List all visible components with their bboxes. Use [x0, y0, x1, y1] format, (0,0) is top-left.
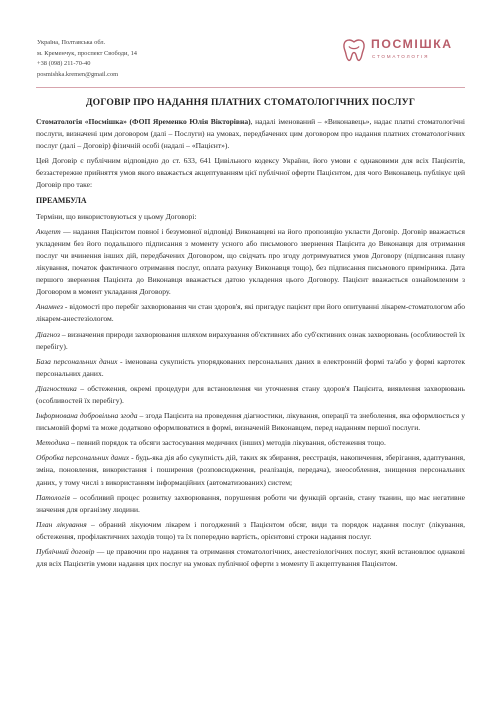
header-contacts — [37, 38, 137, 80]
definition-term: База персональних даних — [36, 356, 118, 366]
definition-term: Методика — [36, 438, 70, 448]
header-divider — [36, 87, 465, 88]
definition-text: - іменована сукупність упорядкованих персональних даних в електронній формі та/або у формі картотек персональних даних. — [36, 356, 465, 378]
intro-text: , надалі іменований – «Виконавець», надає платні стоматологічні послуги, визначені цим договором (далі – Послуги) на умовах, передбачених цим договором про надання платних стоматологічних послуг (далі – Договір) фізичній особі (надалі – «Пацієнт»). — [36, 117, 465, 151]
definition-text: — надання Пацієнтом повної і безумовної відповіді Виконавцеві на його пропозицію укласти Договір. Договір вважається укладеним без його подальшого підписання з моменту усного або письмового звернення Пацієнта до Виконавця для отримання послуг чи вчинення інших дій, передбачених Договором, що свідчать про згоду дотримуватися умов Договору (підписання плану лікування, початок фактичного отримання послуг, оплата рахунку Виконавця тощо), без підписання письмового примірника. Дата першого звернення Пацієнта до Виконавця вважається датою укладення цього Договору. Пацієнт вважається ознайомленим з Договором в момент укладання Договору. — [36, 226, 465, 297]
preamble-heading: ПРЕАМБУЛА — [36, 195, 87, 205]
contact-phone: +38 (098) 211-70-40 — [37, 60, 91, 68]
definition-term: Публічний договір — [36, 547, 95, 556]
definition-term: Інформована добровільна згода — [36, 411, 138, 421]
definition-text: - будь-яка дія або сукупність дій, таких як збирання, реєстрація, накопичення, зберігання, адаптування, зміна, поновлення, використання і поширення (розповсюдження, реалізація, передача), знеособлення, знищення персональних даних, у тому числі з використанням інформаційних (автоматизованих) систем; — [36, 453, 466, 487]
definition-text: — це правочин про надання та отримання стоматологічних, анестезіологічних послуг, який встановлює однакові для всіх Пацієнтів умови надання цих послуг на умовах публічної оферти з моменту її акцептування Пацієнтом. — [36, 547, 465, 569]
public-offer-paragraph: Цей Договір є публічним відповідно до ст. 633, 641 Цивільного кодексу України, його умови є однаковими для всіх Пацієнтів, беззастережне прийняття умов якого вважається акцептуванням цієї публічної оферти Пацієнтом, для чого Виконавець публікує цей Договір про таке: — [36, 156, 465, 190]
definition-item — [36, 519, 465, 543]
definition-text: – особливий процес розвитку захворювання, порушення роботи чи функцій органів, стану тканин, що має негативне значення для організму людини. — [36, 492, 465, 514]
definition-item — [36, 410, 465, 434]
definition-item — [36, 546, 465, 570]
definition-text: – визначення природи захворювання шляхом вирахування об'єктивних або суб'єктивних ознак захворювань (особливостей їх перебігу). — [36, 329, 465, 351]
definition-item — [36, 383, 465, 407]
definition-term: Анамнез — [36, 302, 63, 312]
logo-subtitle: СТОМАТОЛОГІЯ — [372, 54, 430, 59]
definition-text: - відомості про перебіг захворювання чи стан здоров'я, які пригадує пацієнт при його опитуванні лікарем-стоматологом або лікарем-анестезіологом. — [36, 302, 465, 324]
definition-item — [36, 226, 465, 299]
definition-text: – обстеження, окремі процедури для встановлення чи уточнення стану здоров'я Пацієнта, виявлення захворювань (особливостей їх перебігу). — [36, 383, 465, 405]
definition-text: – згода Пацієнта на проведення діагностики, лікування, операції та знеболення, яка оформлюється у письмовій формі та може додатково оформлюватися в формі, визначеній Виконавцем, перед наданням першої послуги. — [36, 411, 466, 433]
definition-term: Патологія — [36, 492, 70, 502]
logo-name: ПОСМІШКА — [371, 37, 453, 51]
definition-text: – певний порядок та обсяги застосування медичних (інших) методів лікування, обстеження тощо. — [69, 438, 386, 448]
definition-term: План лікування — [36, 519, 87, 529]
tooth-icon — [340, 36, 368, 64]
definition-term: Акцепт — [36, 226, 61, 236]
document-body — [36, 116, 465, 573]
definition-item — [36, 492, 465, 516]
definition-item — [36, 329, 465, 353]
definition-text: – обраний лікуючим лікарем і погоджений з Пацієнтом обсяг, види та порядок надання послуг (лікування, обстеження, профілактичних заходів тощо) та їх попередню вартість, орієнтовні строки надання послуг. — [36, 519, 466, 541]
definition-item — [36, 437, 465, 449]
definition-item — [36, 356, 465, 380]
contact-address: м. Кременчук, проспект Свободи, 14 — [37, 49, 137, 57]
definition-term: Обробка персональних даних — [36, 453, 130, 463]
contact-region: Україна, Полтавська обл. — [37, 39, 106, 46]
definition-item — [36, 452, 465, 488]
document-title: ДОГОВІР ПРО НАДАННЯ ПЛАТНИХ СТОМАТОЛОГІЧНИХ ПОСЛУГ — [85, 97, 416, 108]
definition-item — [36, 301, 465, 325]
executor-name: Стоматологія «Посмішка» (ФОП Яременко Юлія Вікторівна) — [36, 117, 251, 126]
intro-paragraph — [36, 116, 465, 152]
terms-intro: Терміни, що використовуються у цьому Договорі: — [36, 211, 197, 221]
definition-term: Діагностика — [36, 383, 77, 393]
definition-term: Діагноз — [36, 329, 60, 339]
clinic-logo — [340, 36, 470, 66]
contact-email: posmishka.kremen@gmail.com — [37, 70, 119, 78]
